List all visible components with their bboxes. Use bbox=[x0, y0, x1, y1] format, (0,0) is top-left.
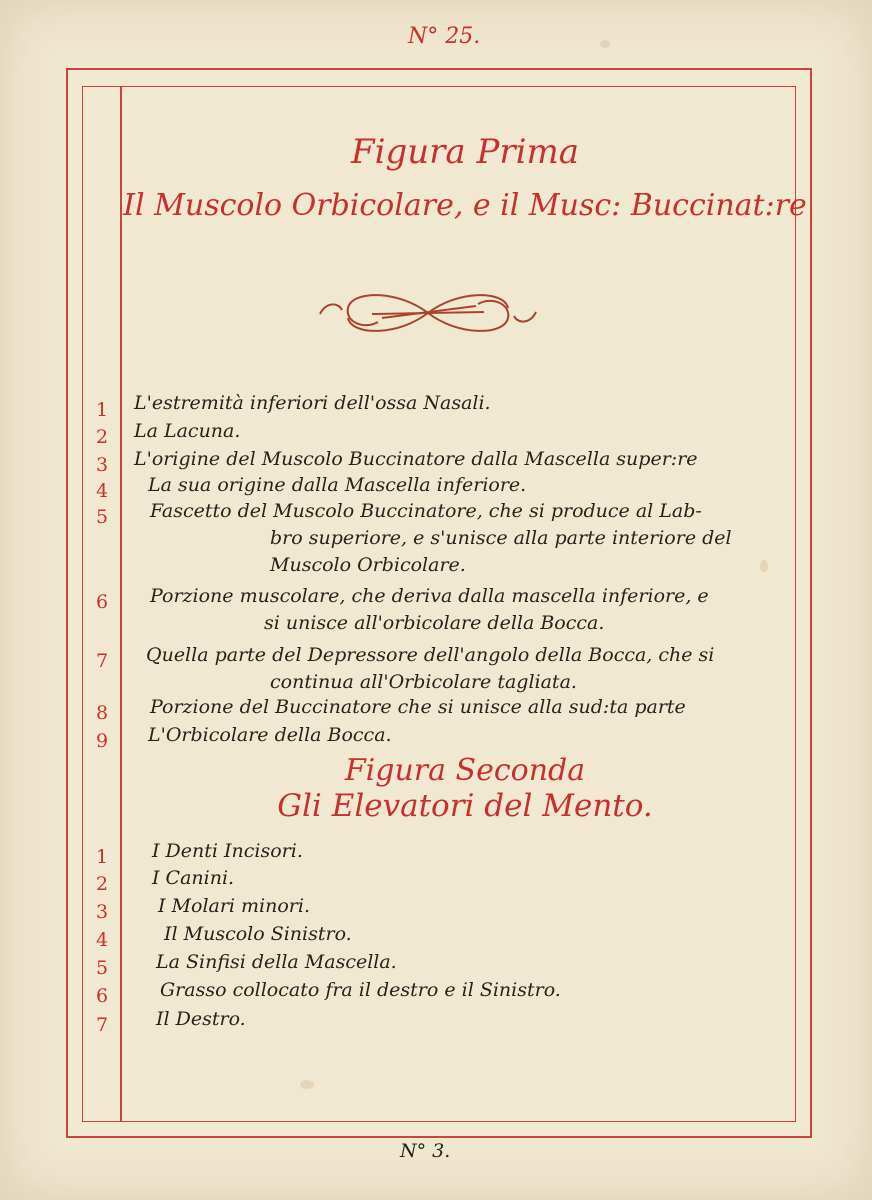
figure2-item-4-number: 4 bbox=[95, 929, 109, 951]
figure1-item-6-number: 6 bbox=[95, 591, 109, 613]
figure1-item-5-number: 5 bbox=[95, 506, 109, 528]
figure2-item-7-text: Il Destro. bbox=[156, 1008, 246, 1030]
margin-rule bbox=[120, 86, 122, 1122]
figure1-item-7-number: 7 bbox=[95, 650, 109, 672]
figure1-item-4-text: La sua origine dalla Mascella inferiore. bbox=[148, 474, 527, 496]
figure1-item-8-number: 8 bbox=[95, 702, 109, 724]
figure1-item-9-text: L'Orbicolare della Bocca. bbox=[148, 724, 392, 746]
footer-number: N° 3. bbox=[400, 1140, 451, 1162]
figure2-item-5-text: La Sinfisi della Mascella. bbox=[156, 951, 397, 973]
figure2-item-2-number: 2 bbox=[95, 873, 109, 895]
figure2-item-1-number: 1 bbox=[95, 846, 109, 868]
figure2-subtitle: Gli Elevatori del Mento. bbox=[277, 788, 653, 824]
figure1-item-6-text-line2: si unisce all'orbicolare della Bocca. bbox=[264, 612, 605, 634]
figure1-item-5-text-line3: Muscolo Orbicolare. bbox=[270, 554, 466, 576]
figure1-item-3-text: L'origine del Muscolo Buccinatore dalla Mascella super:re bbox=[134, 448, 698, 470]
figure1-subtitle: Il Muscolo Orbicolare, e il Musc: Buccinat:re bbox=[123, 188, 807, 223]
figure2-item-3-number: 3 bbox=[95, 901, 109, 923]
figure2-title: Figura Seconda bbox=[344, 753, 586, 788]
figure2-item-6-number: 6 bbox=[95, 985, 109, 1007]
figure1-item-5-text-line2: bro superiore, e s'unisce alla parte interiore del bbox=[270, 527, 732, 549]
figure1-item-7-text-line1: Quella parte del Depressore dell'angolo della Bocca, che si bbox=[146, 644, 715, 666]
flourish-ornament bbox=[312, 284, 544, 342]
figure1-item-9-number: 9 bbox=[95, 730, 109, 752]
figure1-item-4-number: 4 bbox=[95, 480, 109, 502]
figure1-item-5-text-line1: Fascetto del Muscolo Buccinatore, che si produce al Lab- bbox=[150, 500, 702, 522]
figure2-item-6-text: Grasso collocato fra il destro e il Sinistro. bbox=[160, 979, 561, 1001]
paper-stain bbox=[600, 40, 610, 48]
figure1-item-6-text-line1: Porzione muscolare, che deriva dalla mascella inferiore, e bbox=[150, 585, 709, 607]
figure2-item-3-text: I Molari minori. bbox=[158, 895, 311, 917]
figure2-item-1-text: I Denti Incisori. bbox=[152, 840, 303, 862]
figure2-item-5-number: 5 bbox=[95, 957, 109, 979]
figure1-item-3-number: 3 bbox=[95, 454, 109, 476]
figure1-item-7-text-line2: continua all'Orbicolare tagliata. bbox=[270, 671, 577, 693]
figure1-item-2-number: 2 bbox=[95, 426, 109, 448]
sheet-number: N° 25. bbox=[408, 24, 481, 49]
figure2-item-2-text: I Canini. bbox=[152, 867, 235, 889]
figure1-item-8-text: Porzione del Buccinatore che si unisce alla sud:ta parte bbox=[150, 696, 686, 718]
figure2-item-4-text: Il Muscolo Sinistro. bbox=[164, 923, 352, 945]
figure1-item-1-text: L'estremità inferiori dell'ossa Nasali. bbox=[134, 392, 491, 414]
figure1-item-2-text: La Lacuna. bbox=[134, 420, 241, 442]
figure2-item-7-number: 7 bbox=[95, 1014, 109, 1036]
figure1-title: Figura Prima bbox=[351, 132, 579, 172]
figure1-item-1-number: 1 bbox=[95, 399, 109, 421]
